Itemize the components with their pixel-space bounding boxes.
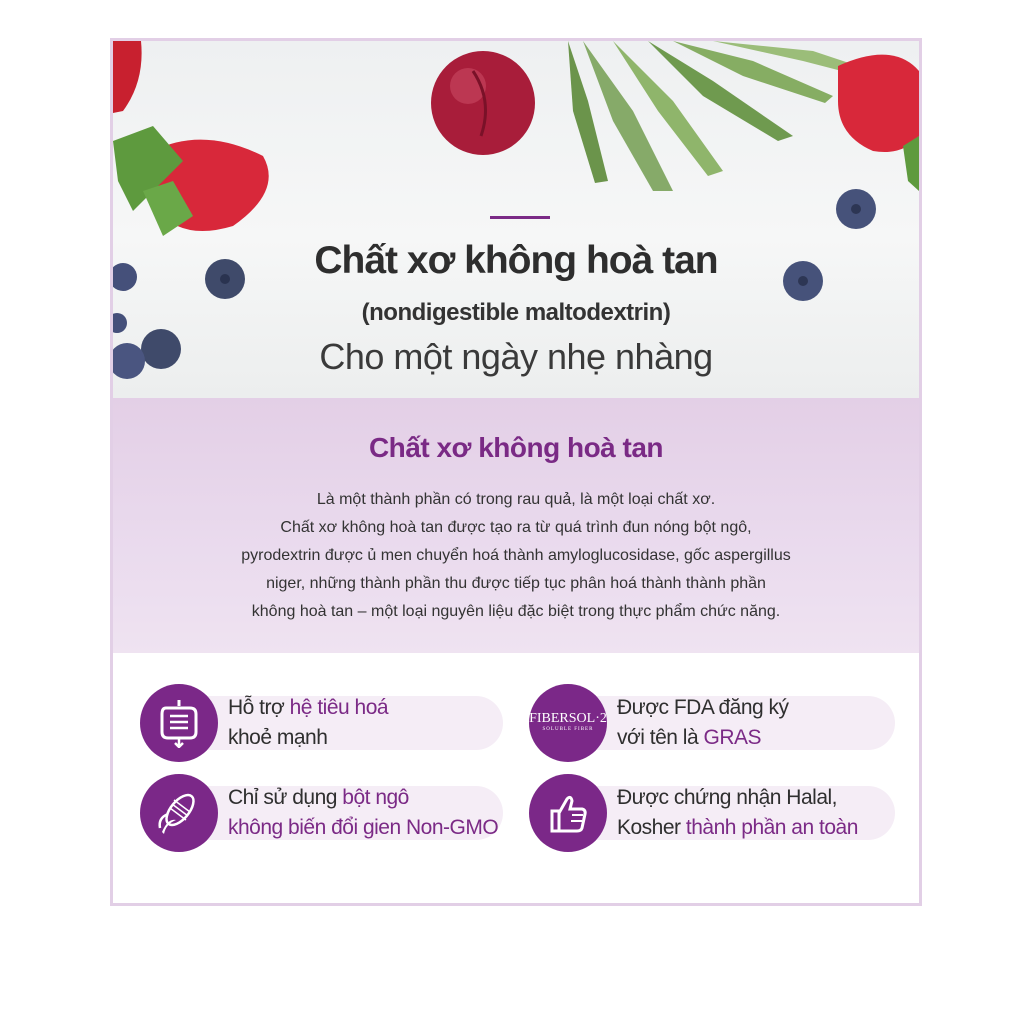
- logo-small-text: SOLUBLE FIBER: [542, 727, 594, 732]
- feature-line: Chỉ sử dụng: [228, 786, 343, 809]
- feature-highlight: bột ngô: [342, 786, 409, 809]
- product-info-panel: [110, 38, 922, 906]
- fibersol-logo: [529, 684, 607, 762]
- hero-tagline: Cho một ngày nhẹ nhàng: [319, 336, 713, 377]
- feature-text-fda: [617, 693, 789, 753]
- feature-highlight: GRAS: [703, 726, 761, 749]
- intro-description: [153, 486, 879, 626]
- features-section: [113, 653, 919, 903]
- intro-line: Là một thành phần có trong rau quả, là một loại chất xơ.: [316, 491, 716, 508]
- intro-line: pyrodextrin được ủ men chuyển hoá thành amyloglucosidase, gốc aspergillus: [241, 547, 791, 564]
- intro-section: [113, 398, 919, 653]
- feature-line: Kosher: [617, 816, 686, 839]
- feature-line: Hỗ trợ: [228, 696, 290, 719]
- intro-line: niger, những thành phần thu được tiếp tục phân hoá thành thành phần: [266, 575, 766, 592]
- intro-line: không hoà tan – một loại nguyên liệu đặc biệt trong thực phẩm chức năng.: [251, 603, 781, 620]
- feature-highlight: hệ tiêu hoá: [289, 696, 389, 719]
- title-accent-line: [490, 216, 550, 219]
- feature-text-corn: [228, 783, 498, 843]
- intro-title: Chất xơ không hoà tan: [368, 432, 664, 463]
- feature-line: khoẻ mạnh: [228, 726, 328, 749]
- thumbs-up-icon: [529, 774, 607, 852]
- feature-line: Được chứng nhận Halal,: [617, 786, 837, 809]
- feature-highlight: thành phần an toàn: [685, 816, 858, 839]
- logo-text: FIBERSOL·2: [529, 711, 607, 726]
- feature-text-digestion: [228, 693, 388, 753]
- hero-title: Chất xơ không hoà tan: [314, 239, 718, 282]
- intro-line: Chất xơ không hoà tan được tạo ra từ quá trình đun nóng bột ngô,: [280, 519, 752, 536]
- corn-icon: [140, 774, 218, 852]
- feature-text-halal: [617, 783, 858, 843]
- feature-line: với tên là: [617, 726, 704, 749]
- feature-highlight: không biến đổi gien Non-GMO: [228, 816, 499, 839]
- hero-banner: [113, 41, 919, 398]
- digestive-system-icon: [140, 684, 218, 762]
- hero-subtitle: (nondigestible maltodextrin): [361, 299, 671, 326]
- feature-line: Được FDA đăng ký: [617, 696, 789, 719]
